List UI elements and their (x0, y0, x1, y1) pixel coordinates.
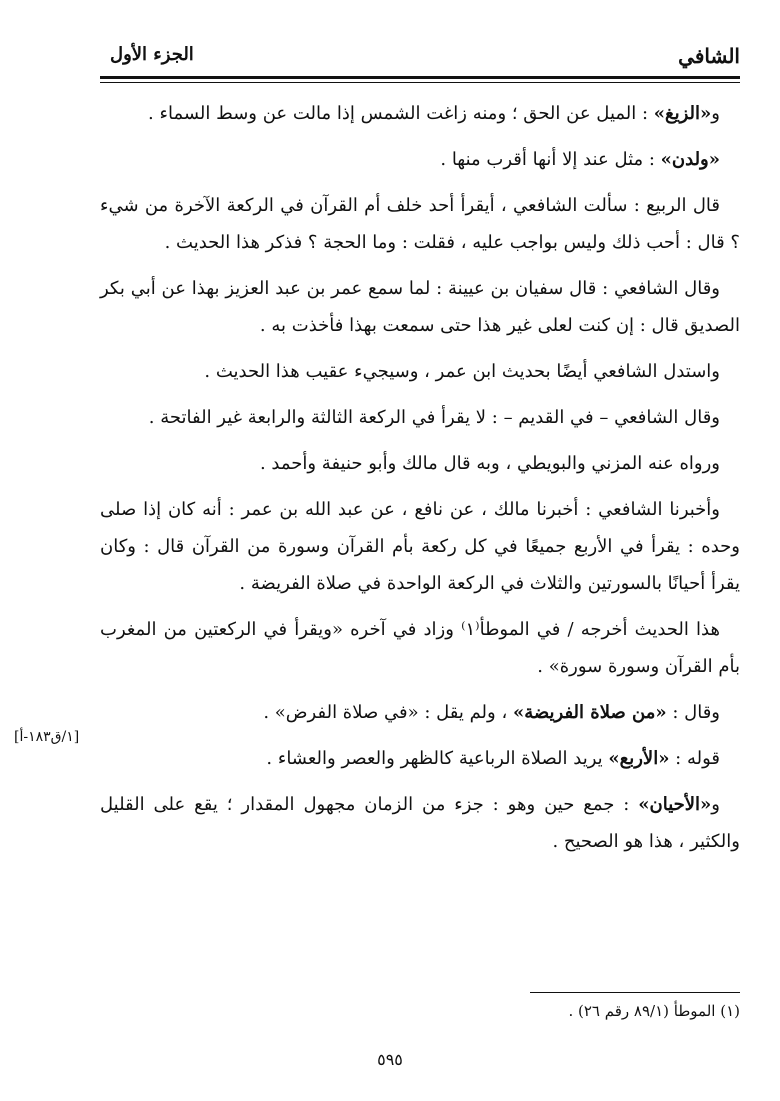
bold-term: «الأحيان» (638, 794, 712, 815)
text-run: : جمع حين وهو : جزء من الزمان مجهول المقدار ؛ يقع على القليل والكثير ، هذا هو الصحيح . (100, 794, 740, 852)
text-run: يريد الصلاة الرباعية كالظهر والعصر والعشاء . (266, 748, 609, 769)
paragraph (100, 95, 740, 132)
bold-term: «ولدن» (660, 149, 720, 170)
header-rule (100, 76, 740, 79)
header-rule-thin (100, 82, 740, 83)
margin-manuscript-reference: [١/ق١٨٣-أ] (14, 729, 80, 745)
text-run: وقال : (666, 702, 720, 723)
footnote-rule (530, 992, 740, 993)
book-title: الشافي (678, 44, 740, 68)
bold-term: «الزيغ» (653, 103, 712, 124)
paragraph (100, 445, 740, 482)
text-run: ، ولم يقل : «في صلاة الفرض» . (263, 702, 513, 723)
text-run: قوله : (669, 748, 720, 769)
paragraph (100, 786, 740, 860)
text-run: و (711, 794, 720, 815)
text-run: وقال الشافعي : قال سفيان بن عيينة : لما سمع عمر بن عبد العزيز بهذا عن أبي بكر الصديق قال : إن كنت لعلى غير هذا حتى سمعت بهذا فأخذت به . (100, 278, 740, 336)
paragraph (100, 399, 740, 436)
text-run: ورواه عنه المزني والبويطي ، وبه قال مالك وأبو حنيفة وأحمد . (259, 453, 720, 474)
paragraph (100, 187, 740, 261)
paragraph (100, 611, 740, 685)
text-run: وزاد في آخره «ويقرأ في الركعتين من المغرب بأم القرآن وسورة سورة» . (100, 619, 740, 677)
paragraph (100, 270, 740, 344)
body-text (100, 95, 740, 869)
bold-term: «من صلاة الفريضة» (513, 702, 667, 723)
text-run: ⁽١⁾ (461, 619, 480, 640)
text-run: وقال الشافعي – في القديم – : لا يقرأ في الركعة الثالثة والرابعة غير الفاتحة . (148, 407, 720, 428)
paragraph (100, 353, 740, 390)
bold-term: «الأربع» (608, 748, 670, 769)
volume-label: الجزء الأول (110, 44, 194, 65)
paragraph (100, 141, 740, 178)
text-run: : مثل عند إلا أنها أقرب منها . (440, 149, 661, 170)
paragraph (100, 694, 740, 731)
text-run: و (711, 103, 720, 124)
text-run: : الميل عن الحق ؛ ومنه زاغت الشمس إذا مالت عن وسط السماء . (148, 103, 654, 124)
page-number: ٥٩٥ (377, 1050, 403, 1069)
page-header (100, 40, 740, 80)
text-run: هذا الحديث أخرجه / في الموطأ (479, 619, 720, 640)
text-run: قال الربيع : سألت الشافعي ، أيقرأ أحد خلف أم القرآن في الركعة الآخرة من شيء ؟ قال : أحب ذلك وليس بواجب عليه ، فقلت : وما الحجة ؟ فذكر هذا الحديث . (100, 195, 740, 253)
footnote: (١) الموطأ (٨٩/١ رقم ٢٦) . (568, 1002, 740, 1020)
text-run: وأخبرنا الشافعي : أخبرنا مالك ، عن نافع ، عن عبد الله بن عمر : أنه كان إذا صلى وحده : يقرأ في الأربع جميعًا في كل ركعة بأم القرآن وسورة من القرآن قال : وكان يقرأ أحيانًا بالسورتين والثلاث في الركعة الواحدة في صلاة الفريضة . (100, 499, 740, 594)
paragraph (100, 491, 740, 602)
text-run: واستدل الشافعي أيضًا بحديث ابن عمر ، وسيجيء عقيب هذا الحديث . (204, 361, 720, 382)
paragraph (100, 740, 740, 777)
